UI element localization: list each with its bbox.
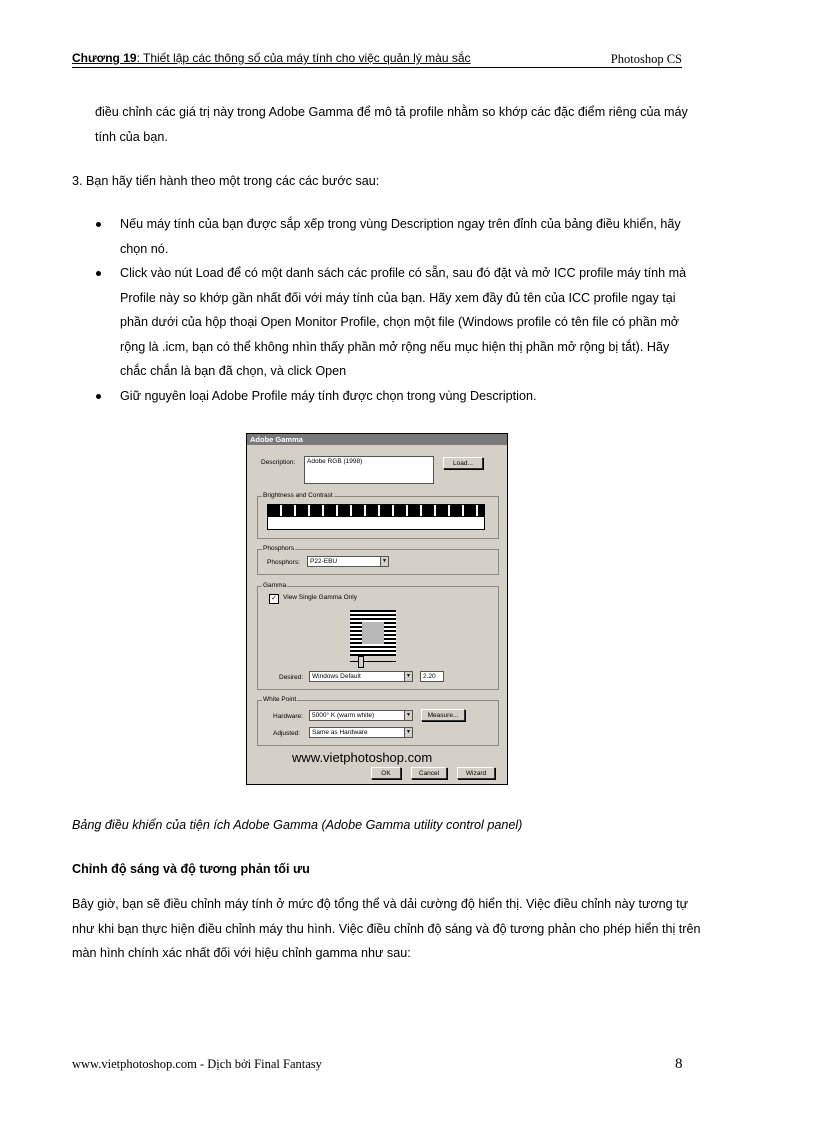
brightness-stripes: [267, 504, 485, 517]
load-button[interactable]: Load...: [443, 457, 483, 469]
wizard-button[interactable]: Wizard: [457, 767, 495, 779]
desired-label: Desired:: [279, 674, 304, 681]
chapter-label: Chương 19: [72, 51, 137, 65]
gamma-group-label: Gamma: [263, 582, 287, 589]
list-item: Click vào nút Load để có một danh sách các profile có sẵn, sau đó đặt và mở ICC profile máy tính mà Profile này so khớp gần nhất đối với máy tính của bạn. Hãy xem đầy đủ tên của ICC profile ngay tại phần dưới của hộp thoại Open Monitor Profile, chọn một file (Windows profile có tên file có phần mở rộng là .icm, bạn có thể không nhìn thấy phần mở rộng nếu mục hiện thị phần mở rộng bị tắt). Hãy chắc chắn là bạn đã chọn, và click Open: [72, 261, 692, 384]
gamma-preview-box: [350, 610, 396, 656]
dialog-title: Adobe Gamma: [247, 434, 507, 445]
white-point-group-label: White Point: [263, 696, 297, 703]
description-label: Description:: [261, 459, 296, 466]
bullet-icon: [96, 394, 101, 399]
gamma-value-field[interactable]: 2.20: [420, 671, 444, 682]
single-gamma-label: View Single Gamma Only: [283, 594, 357, 601]
chevron-down-icon[interactable]: ▼: [404, 728, 412, 737]
measure-button[interactable]: Measure...: [421, 709, 465, 721]
adobe-gamma-dialog: [246, 433, 508, 785]
paragraph-intro: điều chỉnh các giá trị này trong Adobe Gamma để mô tả profile nhằm so khớp các đặc điểm riêng của máy tính của bạn.: [95, 105, 688, 144]
phosphors-select[interactable]: P22-EBU ▼: [307, 556, 389, 567]
figure-caption: Bảng điều khiển của tiện ích Adobe Gamma (Adobe Gamma utility control panel): [72, 818, 523, 832]
step-3: 3. Bạn hãy tiến hành theo một trong các các bước sau:: [72, 174, 380, 188]
paragraph-body: Bây giờ, bạn sẽ điều chỉnh máy tính ở mức độ tổng thể và dải cường độ hiển thị. Việc điều chỉnh này tương tự như khi bạn thực hiện điều chỉnh máy thu hình. Việc điều chỉnh độ sáng và độ tương phản cho phép hiển thị trên màn hình chính xác nhất đối với hiệu chỉnh gamma như sau:: [72, 897, 701, 960]
desired-select[interactable]: Windows Default ▼: [309, 671, 413, 682]
chevron-down-icon[interactable]: ▼: [404, 672, 412, 681]
list-item: Nếu máy tính của bạn được sắp xếp trong vùng Description ngay trên đỉnh của bảng điều khiển, hãy chọn nó.: [72, 212, 692, 261]
white-point-group: [257, 696, 499, 746]
brightness-group-label: Brightness and Contrast: [263, 492, 333, 499]
list-item: Giữ nguyên loại Adobe Profile máy tính được chọn trong vùng Description.: [72, 384, 692, 409]
cancel-button[interactable]: Cancel: [411, 767, 447, 779]
adjusted-label: Adjusted:: [273, 730, 301, 737]
section-heading: Chỉnh độ sáng và độ tương phản tối ưu: [72, 862, 310, 876]
contrast-strip: [267, 517, 485, 530]
gamma-slider-track[interactable]: [350, 661, 396, 662]
bullet-icon: [96, 271, 101, 276]
gamma-slider-handle[interactable]: [358, 656, 364, 668]
chevron-down-icon[interactable]: ▼: [380, 557, 388, 566]
bullet-list: [72, 212, 692, 408]
adjusted-select[interactable]: Same as Hardware ▼: [309, 727, 413, 738]
ok-button[interactable]: OK: [371, 767, 401, 779]
phosphors-group-label: Phosphors: [263, 545, 295, 552]
header-chapter-title: [72, 51, 471, 65]
page-header: [72, 51, 682, 68]
chevron-down-icon[interactable]: ▼: [404, 711, 412, 720]
header-product: Photoshop CS: [610, 52, 682, 66]
hardware-select[interactable]: 5000° K (warm white) ▼: [309, 710, 413, 721]
single-gamma-checkbox[interactable]: ✓: [269, 594, 279, 604]
chapter-title: : Thiết lập các thông số của máy tính cho việc quản lý màu sắc: [136, 51, 471, 65]
page-number: 8: [675, 1056, 683, 1072]
watermark: www.vietphotoshop.com: [292, 750, 433, 765]
phosphors-label: Phosphors:: [267, 559, 300, 566]
footer-credit: www.vietphotoshop.com - Dịch bởi Final Fantasy: [72, 1057, 322, 1071]
bullet-icon: [96, 222, 101, 227]
description-field[interactable]: Adobe RGB (1998): [304, 456, 434, 484]
hardware-label: Hardware:: [273, 713, 303, 720]
